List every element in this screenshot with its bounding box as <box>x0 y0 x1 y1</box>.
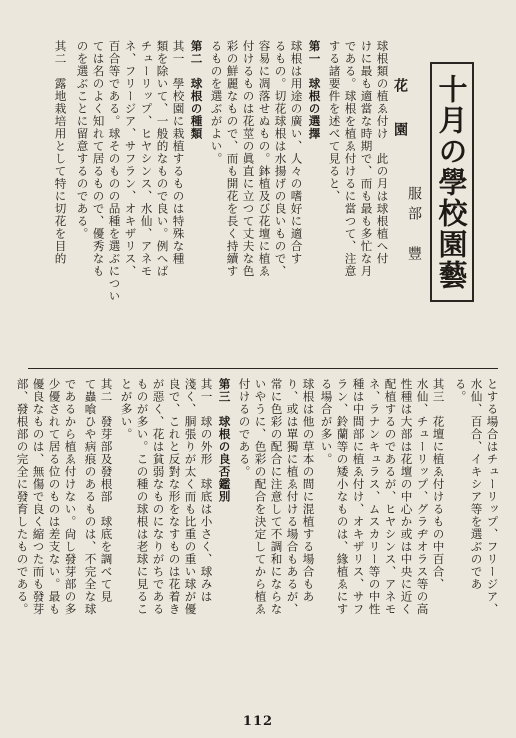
section-divider <box>28 368 498 369</box>
section-heading: 第一 球根の選擇 <box>307 40 322 140</box>
text-column: する諸要件を述べて見ると、 <box>327 40 342 203</box>
text-column: ネ、フリージア、サフラン、オキザリス、 <box>123 40 138 278</box>
text-column: けに最も適當な時期で、而も最も多忙な月 <box>359 40 374 278</box>
text-column: 常に色彩の配合に注意して不調和にならな <box>269 378 284 616</box>
text-column: が惡く、花は貧弱なものになりがちである <box>151 378 166 616</box>
text-column: 球根類の植ゑ付け 此の月は球根植へ付 <box>375 40 390 265</box>
text-column: 球根は他の草本の間に混植する場合もあ <box>301 378 316 603</box>
text-column: るものを選ぶがよい。 <box>209 40 224 165</box>
text-column: 付けるのである。 <box>237 378 252 478</box>
section-heading: 第三 球根の良否鑑別 <box>217 378 232 503</box>
text-column: 付けるものは花莖の眞直に立つて丈夫な色 <box>241 40 256 278</box>
text-column: 部、發根部の完全に發育したものである。 <box>15 378 30 616</box>
text-column: 球根は用途の廣い、人々の嗜好に適合す <box>289 40 304 265</box>
text-column: 水仙、百合、イキシア等を選ぶのであ <box>469 378 484 591</box>
text-column: 類を除いて、一般的なもので良い。例へば <box>155 40 170 278</box>
text-column: とが多い。 <box>119 378 134 441</box>
text-column: る。 <box>453 378 468 403</box>
text-column: るもの。切花球根は水揚げの良いもので、 <box>273 40 288 278</box>
page-title: 十月の學校園藝 <box>434 73 469 291</box>
text-column: 百合等である。球そのものの品種を選ぶについ <box>107 40 122 303</box>
section-heading: 第二 球根の種類 <box>189 40 204 140</box>
text-column: 其三 花壇に植ゑ付けるもの中百合、 <box>431 378 446 591</box>
text-column: 其二 發芽部及發根部 球底を調べて見 <box>99 378 114 603</box>
text-column: 淺く、胴張りが太く而も比重の重い球が優 <box>183 378 198 616</box>
text-column: 良で、これと反對な形をなすものは花着き <box>167 378 182 616</box>
author-name: 服部 豐 <box>406 186 422 266</box>
text-column: ものが多い。この種の球根は老球に見るこ <box>135 378 150 616</box>
text-column: のを選ぶことに留意するのである。 <box>75 40 90 240</box>
text-column: ネ、ラナンキュラス、ムスカリー等の中性 <box>367 378 382 616</box>
text-column: 其一 球の外形 球底は小さく、球みは <box>199 378 214 603</box>
text-column: 優良なものは、無傷で良く縮つた而も發芽 <box>31 378 46 616</box>
text-column: 彩の鮮麗なもので、而も開花を長く持續す <box>225 40 240 278</box>
text-column: ては名のよく知れて居るもので、優秀なも <box>91 40 106 278</box>
text-column: 其一 學校園に栽植するものは特殊な種 <box>171 40 186 265</box>
section-heading: 花 園 <box>392 78 408 144</box>
text-column: 水仙、チューリップ、グラヂオラス等の高 <box>415 378 430 616</box>
text-column: 配植するのであるが、ヒヤシンス、アネモ <box>383 378 398 616</box>
text-column: 其二 露地栽培用として特に切花を目的 <box>53 40 68 265</box>
text-column: 少優されて居る位のものは差支ない。最も <box>47 378 62 616</box>
text-column: である。球根を植ゑ付けるに當つて、注意 <box>343 40 358 278</box>
text-column: いやうに、色彩の配合を決定してから植ゑ <box>253 378 268 616</box>
text-column: り、或は單獨に植ゑ付ける場合もあるが、 <box>285 378 300 616</box>
title-box <box>430 62 474 302</box>
text-column: とする場合はチューリップ、フリージア、 <box>485 378 500 616</box>
text-column: る場合が多い。 <box>319 378 334 466</box>
text-column: チューリップ、ヒヤシンス、水仙、アネモ <box>139 40 154 278</box>
text-column: であるから植ゑ付けない。尙し發芽部の多 <box>63 378 78 616</box>
text-column: ラン、鈴蘭等の矮小なものは、緣植ゑにす <box>335 378 350 616</box>
page-number: 112 <box>242 714 274 729</box>
text-column: 種は中間部に植ゑ付け、オキザリス、サフ <box>351 378 366 616</box>
text-column: て蟲喰ひや病痕のあるものは、不完全な球 <box>83 378 98 616</box>
text-column: 容易に凋落せぬもの。鉢植及び花壇に植ゑ <box>257 40 272 278</box>
text-column: 性種は大部は花壇の中心か或は中央に近く <box>399 378 414 616</box>
